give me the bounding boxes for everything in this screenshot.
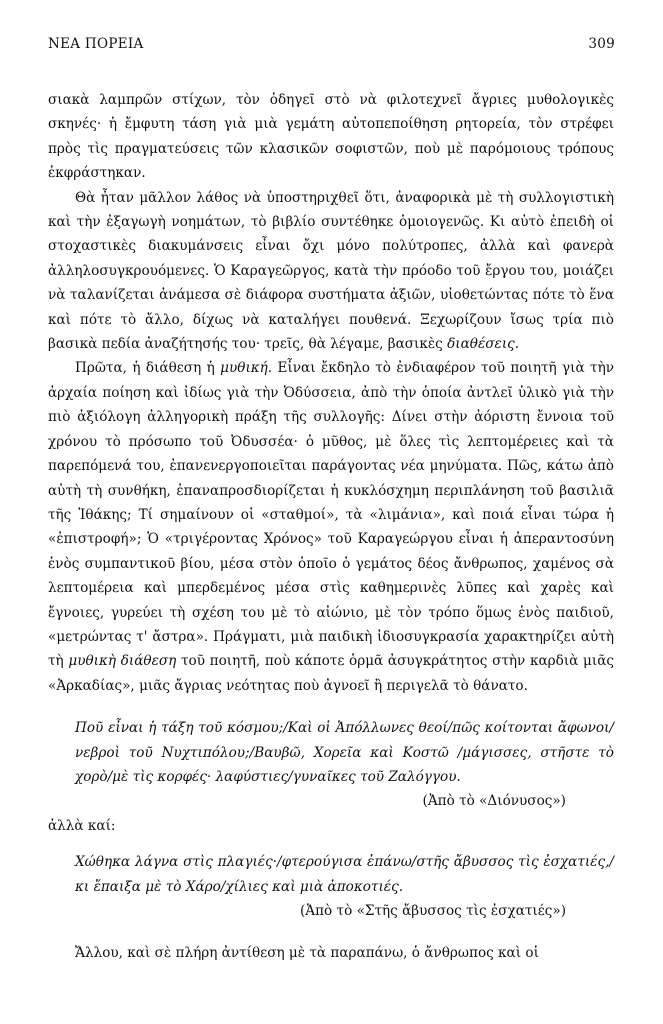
paragraph-1: σιακὰ λαμπρῶν στίχων, τὸν ὁδηγεῖ στὸ νὰ φιλοτεχνεῖ ἄγριες μυθολογικὲς σκηνές· ἡ ἔμφυτη τάση γιὰ μιὰ γεμάτη αὐτοπεποίθηση ρητορεία, τὸν στρέφει πρὸς τὶς πραγματεύσεις τῶν κλασικῶν σοφιστῶν, ποὺ μὲ παρόμοιους τρόπους ἐκφράστηκαν.	[48, 92, 614, 182]
running-header	[48, 36, 615, 56]
paragraph-3-middle: . Εἶναι ἔκδηλο τὸ ἐνδιαφέρον τοῦ ποιητῆ γιὰ τὴν ἀρχαία ποίηση καὶ ἰδίως γιὰ τὴν Ὀδύσσεια, ἀπὸ τὴν ὁποία ἀντλεῖ ὑλικὸ γιὰ τὴν πιὸ ἀξιόλογη ἀλληγορικὴ πράξη τῆς συλλογῆς: Δίνει στὴν ἀόριστη ἔννοια τοῦ χρόνου τὸ πρόσωπο τοῦ Ὀδυσσέα· ὁ μῦθος, μὲ ὅλες τὶς λεπτομέρειες καὶ τὰ παρεπόμενά του, ἐπανενεργοποιεῖται παράγοντας νέα μηνύματα. Πῶς, κάτω ἀπὸ αὐτὴ τὴ συνθήκη, ἐπαναπροσδιορίζεται ἡ κυκλόσχημη περιπλάνηση τοῦ βασιλιᾶ τῆς Ἰθάκης; Τί σημαίνουν οἱ «σταθμοί», τὰ «λιμάνια», καὶ ποιά εἶναι τώρα ἡ «ἐπιστροφή»; Ὁ «τριγέροντας Χρόνος» τοῦ Καραγεώργου εἶναι ἡ ἀπεραντοσύνη ἑνὸς συμπαντικοῦ βίου, μέσα στὸν ὁποῖο ὁ γεμάτος δέος ἄνθρωπος, χαμένος σὰ λεπτομέρεια καὶ μπερδεμένος μέσα στὶς καθημερινὲς λῦπες καὶ χαρὲς καὶ ἔγνοιες, γυρεύει τὴ σχέση του μὲ τὸ αἰώνιο, μὲ τὸν τρόπο ὅμως ἑνὸς παιδιοῦ, «μετρώντας τ' ἄστρα». Πράγματι, μιὰ παιδικὴ ἰδιοσυγκρασία χαρακτηρίζει αὐτὴ τὴ	[48, 360, 614, 670]
paragraph-2-emphasis: διαθέσεις	[447, 336, 515, 353]
paragraph-2	[48, 186, 614, 357]
verse-quote-1	[75, 716, 614, 814]
paragraph-3	[48, 356, 614, 698]
connector-text: ἀλλὰ καί:	[48, 817, 116, 834]
page-number: 309	[588, 36, 615, 52]
paragraph-3-lead: Πρῶτα, ἡ διάθεση ἡ	[75, 360, 221, 377]
paragraph-4: Ἄλλου, καὶ σὲ πλήρη ἀντίθεση μὲ τὰ παραπάνω, ὁ ἄνθρωπος καὶ οἱ	[75, 945, 539, 962]
paragraph-3-emphasis-1: μυθική	[220, 360, 268, 377]
paragraph-3-end: τοῦ ποιητῆ, ποὺ κάποτε ὁρμᾶ ἀσυγκράτητος στὴν καρδιὰ μιᾶς «Ἀρκαδίας», μιᾶς ἄγριας νεότητας ποὺ ἀγνοεῖ ἢ περιγελᾶ τὸ θάνατο.	[48, 653, 615, 694]
paragraph-3-emphasis-2: μυθικὴ διάθεση	[68, 653, 177, 670]
page-body	[48, 88, 614, 966]
verse-quote-2	[75, 850, 614, 923]
verse-quote-1-text: Ποῦ εἶναι ἡ τάξη τοῦ κόσμου;/Καὶ οἱ Ἀπόλλωνες θεοί/πῶς κοίτονται ἄφωνοι/νεβροὶ τοῦ Νυχτιπόλου;/Βαυβῶ, Χορεῖα καὶ Κοστῶ /μάγισσες, στῆστε τὸ χορὸ/μὲ τὶς κορφές· λαφύστιες/γυναῖκες τοῦ Ζαλόγγου.	[75, 720, 614, 785]
verse-quote-2-source: (Ἀπὸ τὸ «Στῆς ἄβυσσος τὶς ἐσχατιές»)	[300, 903, 566, 919]
verse-quote-1-source: (Ἀπὸ τὸ «Διόνυσος»)	[422, 793, 566, 810]
paragraph-2-end: .	[514, 336, 520, 353]
verse-quote-2-text: Χώθηκα λάγνα στὶς πλαγιές·/φτερούγισα ἐπάνω/στῆς ἄβυσσος τὶς ἐσχατιές,/κι ἔπαιξα μὲ τὸ Χάρο/χίλιες καὶ μιὰ ἀποκοτιές.	[75, 854, 614, 895]
paragraph-2-text: Θὰ ἦταν μᾶλλον λάθος νὰ ὑποστηριχθεῖ ὅτι, ἀναφορικὰ μὲ τὴ συλλογιστικὴ καὶ τὴν ἐξαγωγὴ νοημάτων, τὸ βιβλίο συντέθηκε ὁμοιογενῶς. Κι αὐτὸ ἐπειδὴ οἱ στοχαστικὲς διακυμάνσεις εἶναι ὄχι μόνο πολύτροπες, ἀλλὰ καὶ φανερὰ ἀλληλοσυγκρουόμενες. Ὁ Καραγεῶργος, κατὰ τὴν πρόοδο τοῦ ἔργου του, μοιάζει νὰ ταλανίζεται ἀνάμεσα σὲ διάφορα συστήματα ἀξιῶν, υἱοθετώντας πότε τὸ ἕνα καὶ πότε τὸ ἄλλο, δίχως νὰ καταλήγει πουθενά. Ξεχωρίζουν ἴσως τρία πιὸ βασικὰ πεδία ἀναζήτησής του· τρεῖς, θὰ λέγαμε, βασικὲς	[48, 189, 614, 353]
running-title: ΝΕΑ ΠΟΡΕΙΑ	[48, 36, 144, 52]
